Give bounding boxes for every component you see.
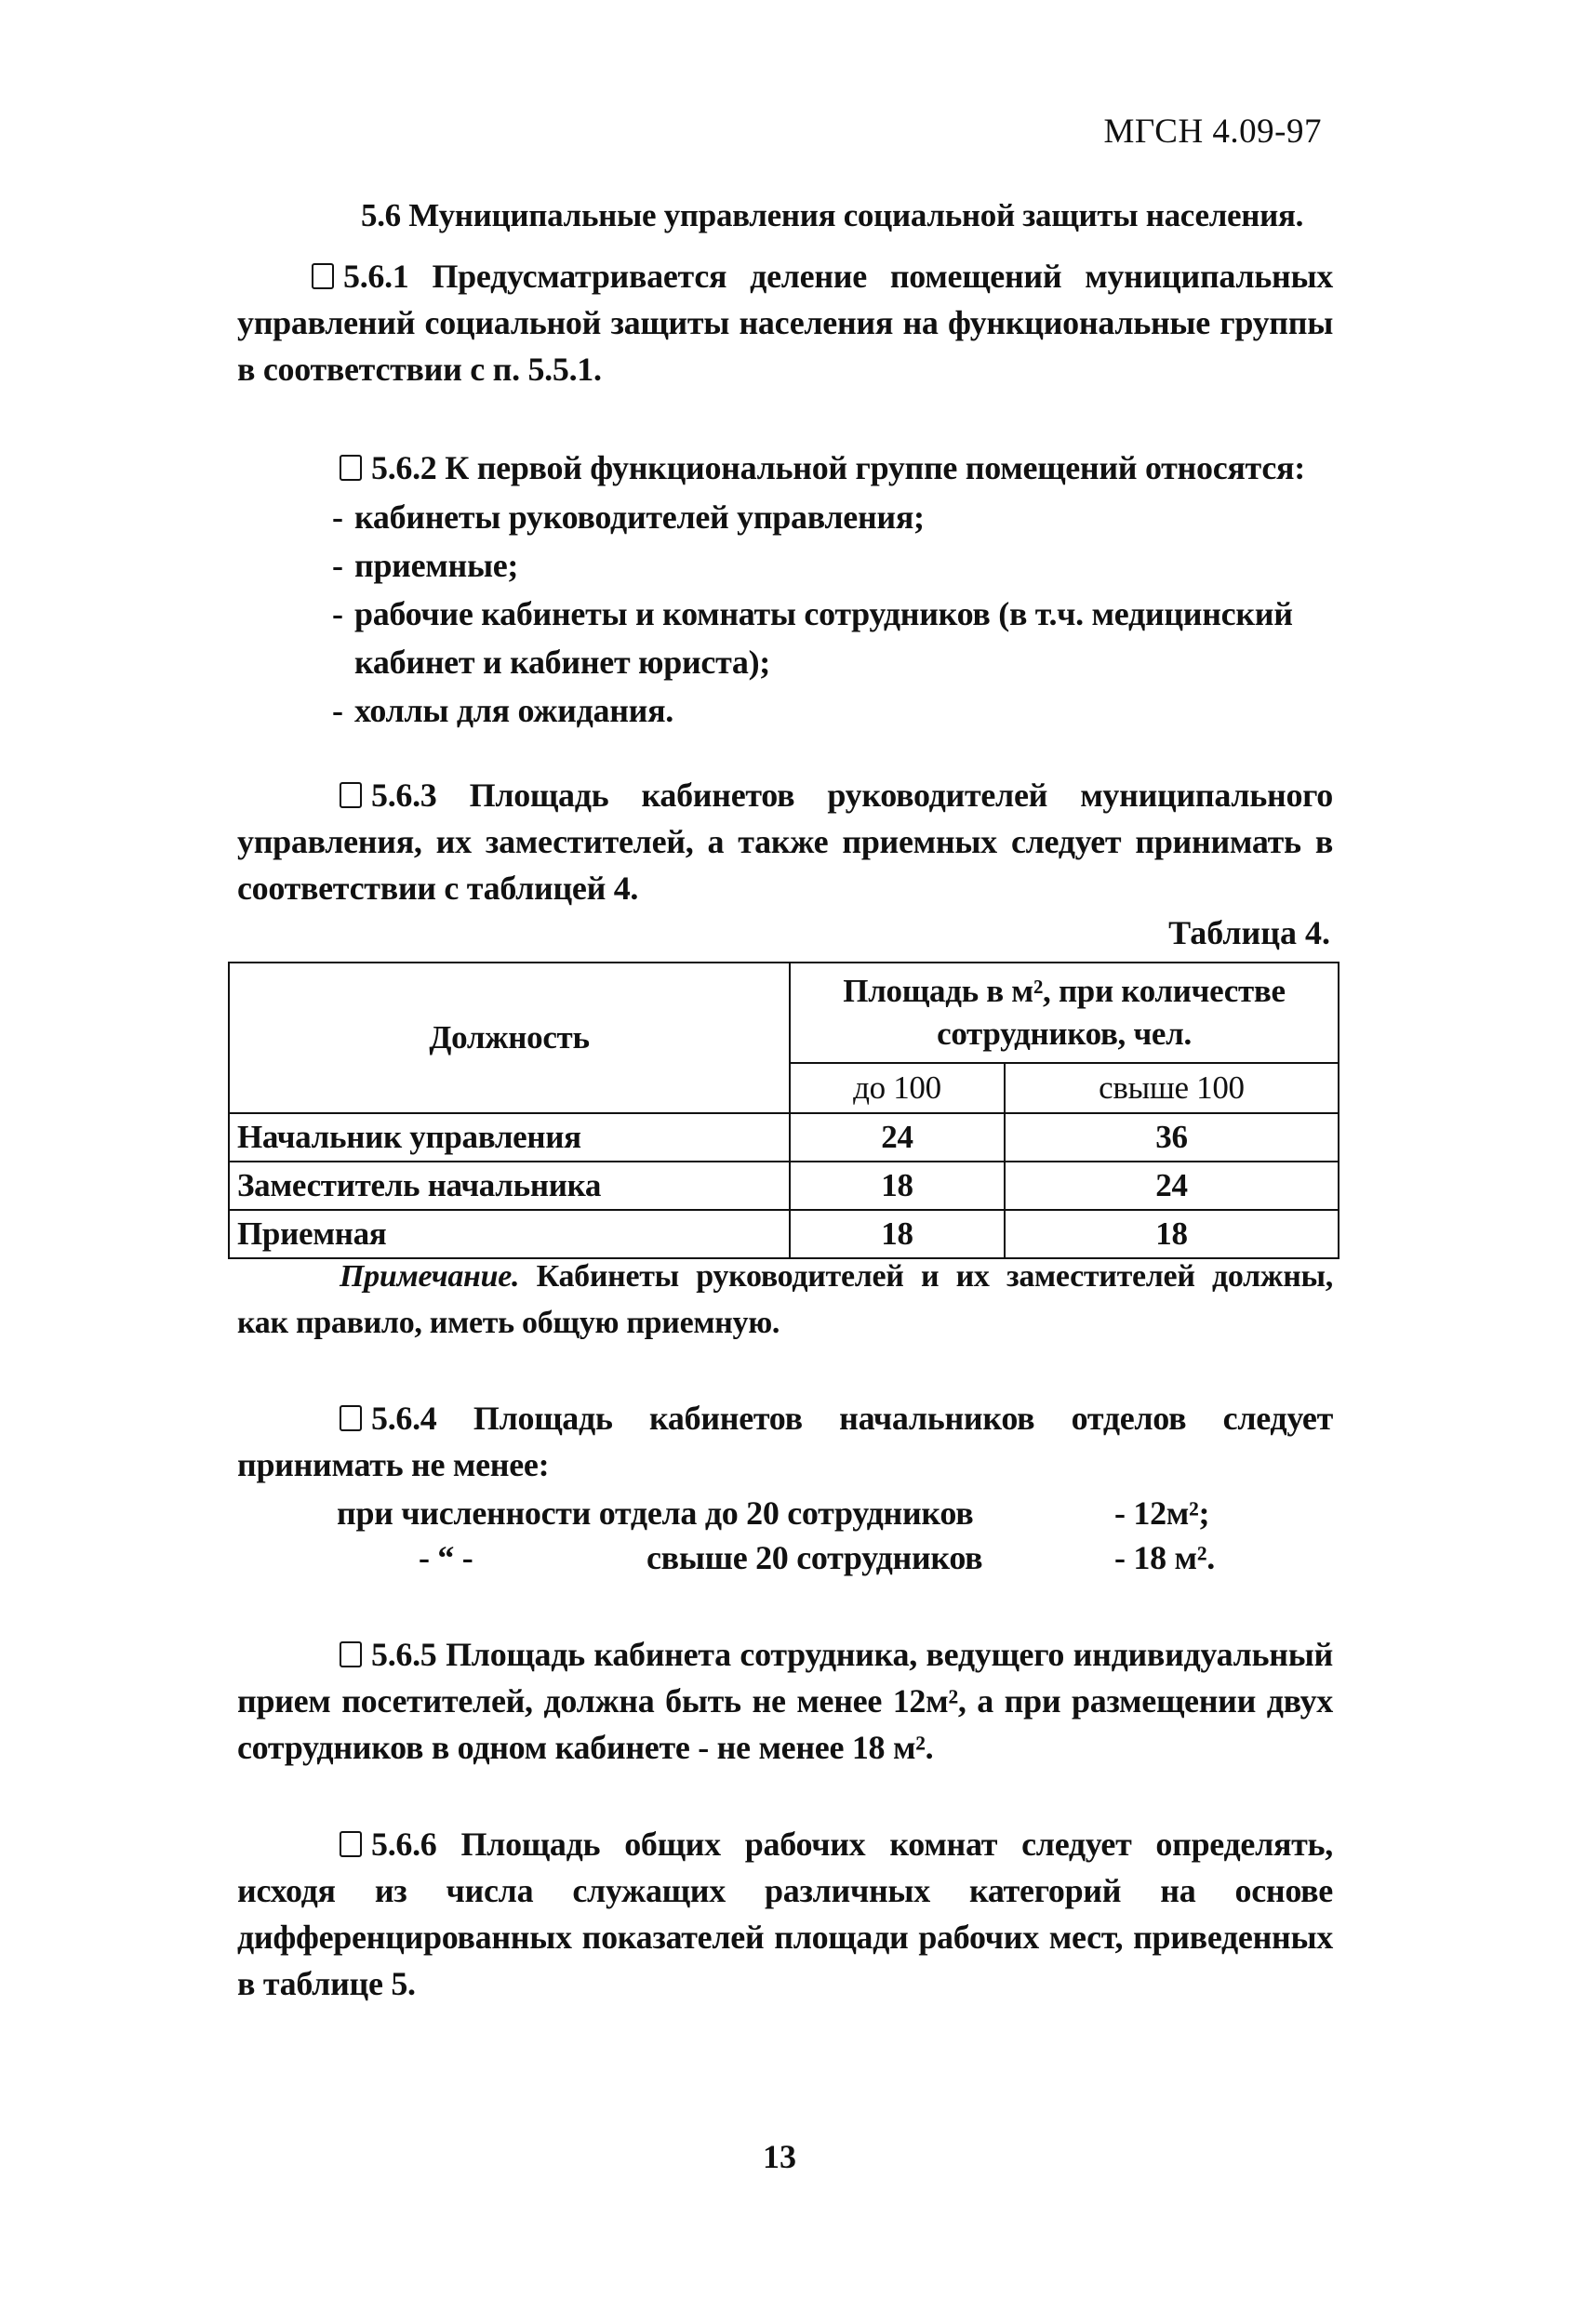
section-title: 5.6 Муниципальные управления социальной защиты населения. xyxy=(361,197,1304,233)
table-note xyxy=(237,1254,1333,1347)
checkbox-square-icon xyxy=(340,1831,362,1857)
table-4 xyxy=(228,962,1339,1259)
requirement-label: свыше 20 сотрудников xyxy=(646,1539,983,1576)
cell-over-100: 36 xyxy=(1005,1113,1339,1162)
paragraph-5-6-6 xyxy=(237,1821,1333,2007)
checkbox-square-icon xyxy=(340,1405,362,1431)
list-item: - кабинеты руководителей управления; xyxy=(332,498,925,536)
cell-position: Приемная xyxy=(229,1210,790,1258)
paragraph-text: 5.6.5 Площадь кабинета сотрудника, ведущего индивидуальный прием посетителей, должна быть не менее 12м², а при размещении двух сотрудников в одном кабинете - не менее 18 м². xyxy=(237,1636,1333,1766)
paragraph-text: 5.6.2 К первой функциональной группе помещений относятся: xyxy=(371,449,1305,486)
note-text: Кабинеты руководителей и их заместителей должны, как правило, иметь общую приемную. xyxy=(237,1259,1333,1340)
requirement-label: при численности отдела до 20 сотрудников xyxy=(337,1494,974,1532)
cell-position: Начальник управления xyxy=(229,1113,790,1162)
requirement-value: - 18 м². xyxy=(1114,1539,1215,1576)
page-number: 13 xyxy=(763,2138,796,2175)
room-list xyxy=(332,493,1337,735)
document-code: МГСН 4.09-97 xyxy=(1103,113,1322,151)
table-row xyxy=(229,1162,1339,1210)
cell-position: Заместитель начальника xyxy=(229,1162,790,1210)
cell-over-100: 18 xyxy=(1005,1210,1339,1258)
paragraph-5-6-1 xyxy=(237,253,1333,392)
header-over-100: свыше 100 xyxy=(1005,1063,1339,1113)
paragraph-5-6-5 xyxy=(237,1631,1333,1771)
ditto-mark: - “ - xyxy=(419,1539,473,1576)
paragraph-5-6-3 xyxy=(237,772,1333,911)
paragraph-text: 5.6.1 Предусматривается деление помещений муниципальных управлений социальной защиты населения на функциональные группы в соответствии с п. 5.5.1. xyxy=(237,258,1333,388)
list-item: - холлы для ожидания. xyxy=(332,692,673,729)
checkbox-square-icon xyxy=(340,1641,362,1667)
cell-over-100: 24 xyxy=(1005,1162,1339,1210)
table-row xyxy=(229,1113,1339,1162)
checkbox-square-icon xyxy=(312,263,334,289)
paragraph-5-6-2 xyxy=(237,445,1333,491)
paragraph-text: 5.6.6 Площадь общих рабочих комнат следует определять, исходя из числа служащих различных категорий на основе дифференцированных показателей площади рабочих мест, приведенных в таблице 5. xyxy=(237,1826,1333,2002)
cell-up-to-100: 18 xyxy=(790,1162,1005,1210)
paragraph-5-6-4 xyxy=(237,1395,1333,1488)
list-item: - приемные; xyxy=(332,547,519,584)
table-caption: Таблица 4. xyxy=(1168,914,1330,951)
header-area: Площадь в м², при количестве сотрудников, чел. xyxy=(790,963,1339,1063)
cell-up-to-100: 18 xyxy=(790,1210,1005,1258)
list-item: - рабочие кабинеты и комнаты сотрудников (в т.ч. медицинский кабинет и кабинет юриста); xyxy=(332,595,1293,681)
header-position: Должность xyxy=(229,963,790,1113)
cell-up-to-100: 24 xyxy=(790,1113,1005,1162)
note-label: Примечание. xyxy=(340,1259,520,1294)
requirement-value: - 12м²; xyxy=(1114,1494,1210,1532)
table-row xyxy=(229,1210,1339,1258)
checkbox-square-icon xyxy=(340,455,362,481)
checkbox-square-icon xyxy=(340,782,362,808)
paragraph-text: 5.6.3 Площадь кабинетов руководителей муниципального управления, их заместителей, а также приемных следует принимать в соответствии с таблицей 4. xyxy=(237,777,1333,907)
header-up-to-100: до 100 xyxy=(790,1063,1005,1113)
paragraph-text: 5.6.4 Площадь кабинетов начальников отделов следует принимать не менее: xyxy=(237,1400,1333,1483)
